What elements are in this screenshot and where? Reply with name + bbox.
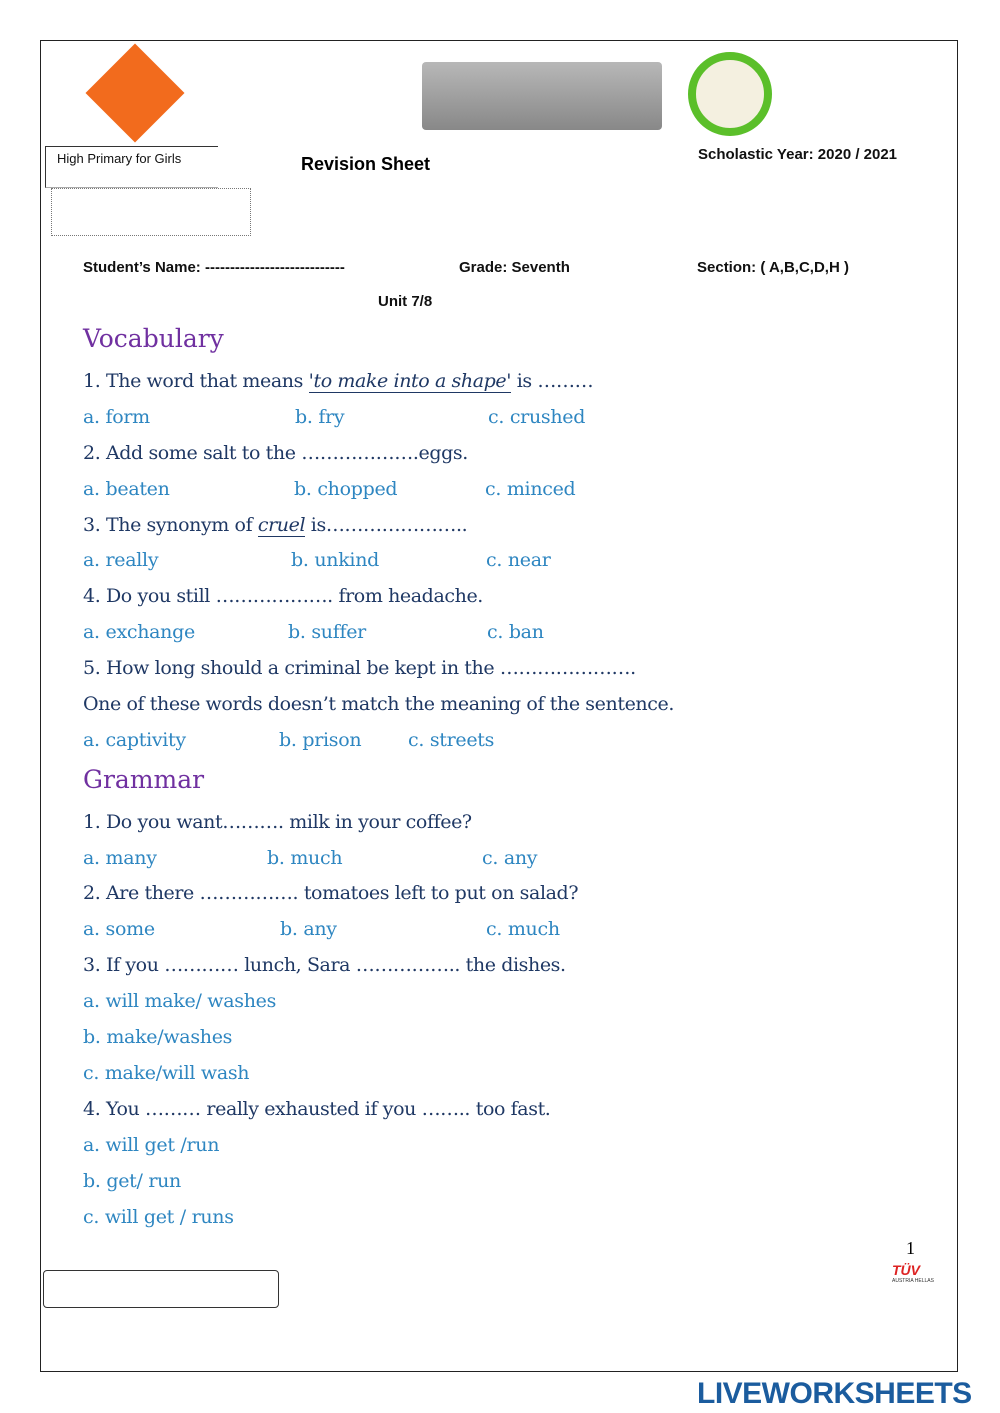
option-c[interactable]: c. streets <box>408 729 495 751</box>
page-number: 1 <box>906 1238 915 1258</box>
tuv-cert-logo <box>892 1262 934 1284</box>
option-b[interactable]: b. any <box>280 918 337 940</box>
option-b[interactable]: b. much <box>267 847 343 869</box>
option-a[interactable]: a. some <box>83 918 155 940</box>
question <box>83 370 593 392</box>
question-text: is………………….. <box>305 514 468 536</box>
question-text: 3. The synonym of <box>83 514 258 536</box>
sheet-title: Revision Sheet <box>301 154 431 174</box>
option-c[interactable]: c. near <box>486 549 551 571</box>
option-c[interactable]: c. minced <box>485 478 576 500</box>
question: 2. Are there ……………. tomatoes left to put on salad? <box>83 882 579 904</box>
student-name: Student’s Name: ---------------------------- <box>83 259 345 276</box>
option-b[interactable]: b. get/ run <box>83 1170 181 1192</box>
unit: Unit 7/8 <box>378 293 433 310</box>
question: 1. Do you want………. milk in your coffee? <box>83 811 472 833</box>
question-text: 1. The word that means <box>83 370 309 392</box>
option-c[interactable]: c. any <box>482 847 538 869</box>
answer-box[interactable] <box>43 1270 279 1308</box>
option-a[interactable]: a. many <box>83 847 157 869</box>
answer-box[interactable] <box>51 188 251 236</box>
option-a[interactable]: a. captivity <box>83 729 186 751</box>
grammar-heading: Grammar <box>83 765 205 794</box>
school-seal-logo <box>688 52 772 136</box>
question-emphasis: 'to make into a shape' <box>308 370 512 392</box>
question: 4. Do you still ………………. from headache. <box>83 585 483 607</box>
option-c[interactable]: c. ban <box>487 621 544 643</box>
option-b[interactable]: b. suffer <box>288 621 366 643</box>
question: 5. How long should a criminal be kept in the …………………. <box>83 657 636 679</box>
option-a[interactable]: a. beaten <box>83 478 170 500</box>
option-a[interactable]: a. form <box>83 406 150 428</box>
scholastic-year: Scholastic Year: 2020 / 2021 <box>698 146 898 163</box>
option-c[interactable]: c. much <box>486 918 560 940</box>
section: Section: ( A,B,C,D,H ) <box>697 259 849 276</box>
option-b[interactable]: b. make/washes <box>83 1026 233 1048</box>
option-a[interactable]: a. will get /run <box>83 1134 220 1156</box>
option-c[interactable]: c. make/will wash <box>83 1062 250 1084</box>
question <box>83 514 467 536</box>
vocabulary-heading: Vocabulary <box>83 324 224 353</box>
question-emphasis: cruel <box>257 514 306 536</box>
question: 2. Add some salt to the ……………….eggs. <box>83 442 468 464</box>
question-text: is ……… <box>511 370 594 392</box>
option-b[interactable]: b. fry <box>295 406 345 428</box>
option-c[interactable]: c. will get / runs <box>83 1206 234 1228</box>
school-calligraphy-logo <box>422 62 662 130</box>
cert-name: TÜV <box>892 1262 920 1278</box>
liveworksheets-brand: LIVEWORKSHEETS <box>697 1377 972 1410</box>
option-b[interactable]: b. prison <box>279 729 362 751</box>
option-a[interactable]: a. exchange <box>83 621 195 643</box>
cert-sub: AUSTRIA HELLAS <box>892 1278 934 1284</box>
option-b[interactable]: b. unkind <box>291 549 380 571</box>
grade: Grade: Seventh <box>459 259 570 276</box>
option-b[interactable]: b. chopped <box>294 478 398 500</box>
question-instruction: One of these words doesn’t match the meaning of the sentence. <box>83 693 674 715</box>
option-a[interactable]: a. really <box>83 549 159 571</box>
school-name: High Primary for Girls <box>57 151 182 166</box>
option-c[interactable]: c. crushed <box>488 406 586 428</box>
option-a[interactable]: a. will make/ washes <box>83 990 277 1012</box>
question: 3. If you ………… lunch, Sara …………….. the dishes. <box>83 954 566 976</box>
question: 4. You ……… really exhausted if you …….. too fast. <box>83 1098 551 1120</box>
